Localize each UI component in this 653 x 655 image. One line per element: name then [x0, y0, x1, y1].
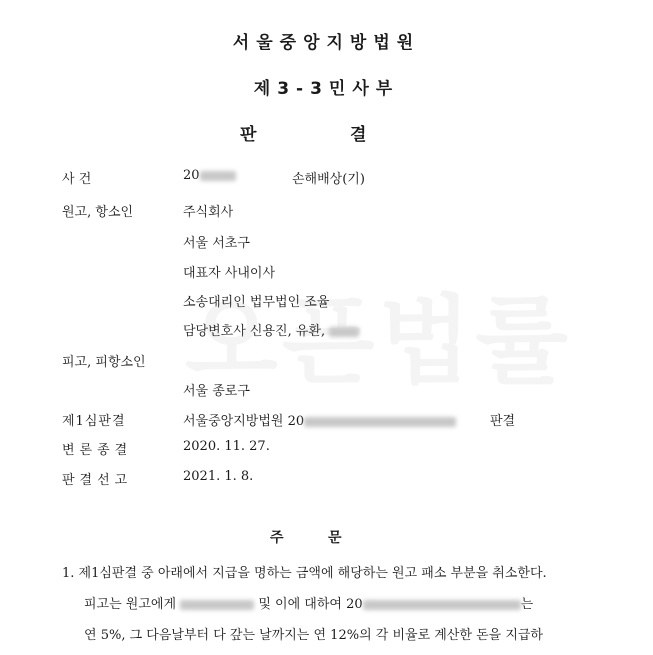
order-heading: [270, 527, 342, 547]
defendant-address: 서울 종로구: [183, 384, 250, 399]
redaction: [200, 171, 236, 181]
first-instance-value: [183, 410, 456, 429]
case-number: [183, 168, 236, 183]
title-char-2: 결: [350, 125, 367, 145]
judgment-label: 판결선고: [62, 473, 133, 488]
plaintiff-line-2: 서울 서초구: [183, 236, 250, 251]
first-instance-court: 서울중앙지방법원 20: [183, 414, 305, 429]
order-line-2-middle: 및 이에 대하여 20: [258, 597, 363, 612]
order-line-1: 1. 제1심판결 중 아래에서 지급을 명하는 금액에 해당하는 원고 패소 부분을 취소한다.: [62, 566, 547, 581]
case-name: 손해배상(기): [292, 172, 365, 187]
attorneys: 담당변호사 신용진, 유환,: [183, 324, 326, 339]
plaintiff-label: 원고, 항소인: [62, 205, 134, 220]
order-heading-char-1: 주: [270, 530, 284, 546]
redaction: [304, 417, 456, 427]
plaintiff-line-3: 대표자 사내이사: [183, 266, 276, 281]
division-name: 제3-3민사부: [253, 79, 400, 99]
order-line-2-end: 는: [520, 597, 534, 612]
judgment-date: 2021. 1. 8.: [183, 469, 254, 484]
plaintiff-line-1: [183, 201, 233, 220]
defendant-label: 피고, 피항소인: [62, 355, 146, 370]
order-heading-char-2: 문: [328, 530, 342, 546]
order-line-2: [84, 593, 533, 612]
plaintiff-line-4: 소송대리인 법무법인 조율: [183, 295, 330, 310]
document-title: [240, 120, 367, 145]
redaction: [363, 600, 521, 610]
court-name: 서울중앙지방법원: [232, 33, 421, 53]
order-line-2-start: 피고는 원고에게: [84, 597, 177, 612]
case-label: 사 건: [62, 172, 92, 187]
plaintiff-company: 주식회사: [183, 205, 234, 220]
case-number-prefix: 20: [183, 168, 200, 183]
redaction: [180, 600, 254, 610]
title-char-1: 판: [240, 125, 257, 145]
first-instance-label: 제1심판결: [62, 414, 126, 429]
redaction: [329, 327, 359, 337]
plaintiff-line-5: [183, 320, 359, 339]
closing-date: 2020. 11. 27.: [183, 439, 270, 454]
first-instance-suffix: 판결: [490, 414, 516, 429]
closing-label: 변론종결: [62, 443, 133, 458]
order-line-3: 연 5%, 그 다음날부터 다 갚는 날까지는 연 12%의 각 비율로 계산한 돈을 지급하: [84, 628, 543, 643]
